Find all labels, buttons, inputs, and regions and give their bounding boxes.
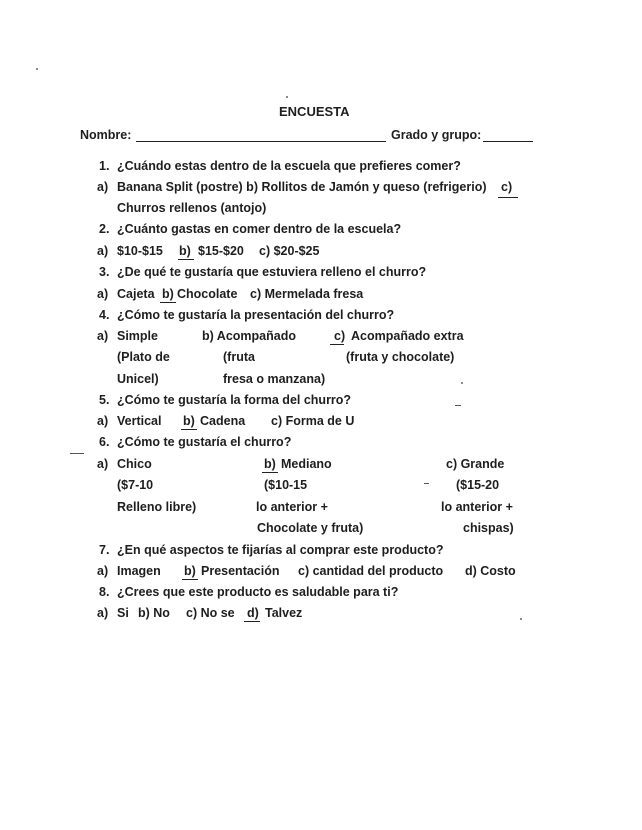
q2-option-c: c) $20-$25 [259, 244, 320, 258]
q1-option-c-text: Churros rellenos (antojo) [117, 201, 267, 215]
q4-option-a-line-1: Simple [117, 329, 158, 343]
q5-option-b-prefix: b) [183, 414, 195, 428]
q3-option-b-prefix: b) [162, 287, 174, 301]
page-title: ENCUESTA [279, 104, 350, 119]
q6-selection-mark [262, 472, 278, 473]
q6-option-c-line-4: chispas) [463, 521, 514, 535]
q5-text: ¿Cómo te gustaría la forma del churro? [117, 393, 352, 407]
q5-option-a: Vertical [117, 414, 162, 428]
q8-option-d: Talvez [265, 606, 303, 620]
grade-field-line[interactable] [483, 141, 533, 142]
q1-number: 1. [99, 159, 110, 173]
q4-number: 4. [99, 308, 110, 322]
q1-option-c-prefix: c) [501, 180, 513, 194]
q1-selection-mark [498, 197, 518, 198]
q2-option-b: $15-$20 [198, 244, 244, 258]
scan-speck [520, 618, 522, 620]
q8-option-a: Si [117, 606, 129, 620]
q3-text: ¿De qué te gustaría que estuviera relleno el churro? [117, 265, 427, 279]
q4-option-a-line-2: (Plato de [117, 350, 170, 364]
q6-option-c-line-3: lo anterior + [441, 500, 513, 514]
q4-option-c-head: Acompañado extra [351, 329, 464, 343]
q3-option-a: Cajeta [117, 287, 155, 301]
q5-number: 5. [99, 393, 110, 407]
q4-option-a-prefix: a) [97, 329, 109, 343]
q5-option-b: Cadena [200, 414, 246, 428]
q1-option-a-prefix: a) [97, 180, 109, 194]
q7-option-d: d) Costo [465, 564, 516, 578]
q2-option-b-prefix: b) [179, 244, 191, 258]
q4-option-c-sub: (fruta y chocolate) [346, 350, 455, 364]
q6-option-b-head: Mediano [281, 457, 332, 471]
q7-option-b: Presentación [201, 564, 280, 578]
q7-selection-mark [182, 579, 198, 580]
q3-option-a-prefix: a) [97, 287, 109, 301]
q8-option-b: b) No [138, 606, 170, 620]
q5-option-c: c) Forma de U [271, 414, 355, 428]
scan-mark [70, 453, 84, 454]
q3-number: 3. [99, 265, 110, 279]
q4-option-a-line-3: Unicel) [117, 372, 159, 386]
q8-selection-mark [244, 621, 260, 622]
q7-text: ¿En qué aspectos te fijarías al comprar este producto? [117, 543, 444, 557]
q3-selection-mark [160, 302, 176, 303]
scan-mark [455, 405, 461, 406]
name-field-line[interactable] [136, 141, 386, 142]
q6-text: ¿Cómo te gustaría el churro? [117, 435, 292, 449]
q6-option-c-line-1: c) Grande [446, 457, 505, 471]
q6-option-b-line-2: lo anterior + [256, 500, 328, 514]
q3-option-c: c) Mermelada fresa [250, 287, 364, 301]
q7-number: 7. [99, 543, 110, 557]
q5-option-a-prefix: a) [97, 414, 109, 428]
q4-selection-mark [330, 344, 344, 345]
q6-option-b-prefix: b) [264, 457, 276, 471]
name-label: Nombre: [80, 128, 132, 142]
q4-option-c-prefix: c) [334, 329, 346, 343]
q1-text: ¿Cuándo estas dentro de la escuela que prefieres comer? [117, 159, 461, 173]
q4-option-b-line-3: fresa o manzana) [223, 372, 326, 386]
q8-option-c: c) No se [186, 606, 235, 620]
q6-number: 6. [99, 435, 110, 449]
q6-option-b-line-1: ($10-15 [264, 478, 308, 492]
q2-text: ¿Cuánto gastas en comer dentro de la escuela? [117, 222, 402, 236]
q8-option-a-prefix: a) [97, 606, 109, 620]
q5-selection-mark [181, 429, 197, 430]
q4-option-b-line-1: b) Acompañado [202, 329, 296, 343]
q6-option-c-line-2: ($15-20 [456, 478, 500, 492]
scan-speck [286, 96, 288, 98]
scan-mark [424, 483, 429, 484]
q2-number: 2. [99, 222, 110, 236]
q6-option-a-prefix: a) [97, 457, 109, 471]
q3-option-b: Chocolate [177, 287, 238, 301]
q8-number: 8. [99, 585, 110, 599]
grade-label: Grado y grupo: [391, 128, 482, 142]
q6-option-a-line-1: Chico [117, 457, 152, 471]
q6-option-a-line-2: ($7-10 [117, 478, 154, 492]
q4-text: ¿Cómo te gustaría la presentación del churro? [117, 308, 395, 322]
scan-speck [36, 68, 38, 70]
q7-option-a-prefix: a) [97, 564, 109, 578]
q7-option-a: Imagen [117, 564, 161, 578]
q2-selection-mark [178, 259, 194, 260]
scan-speck [461, 382, 463, 384]
q6-option-b-line-3: Chocolate y fruta) [257, 521, 364, 535]
q4-option-b-line-2: (fruta [223, 350, 255, 364]
q7-option-b-prefix: b) [184, 564, 196, 578]
q1-options-line: Banana Split (postre) b) Rollitos de Jamón y queso (refrigerio) [117, 180, 487, 194]
q8-text: ¿Crees que este producto es saludable para ti? [117, 585, 399, 599]
q2-option-a-prefix: a) [97, 244, 109, 258]
q2-option-a: $10-$15 [117, 244, 163, 258]
q7-option-c: c) cantidad del producto [298, 564, 444, 578]
q8-option-d-prefix: d) [247, 606, 259, 620]
q6-option-a-line-3: Relleno libre) [117, 500, 197, 514]
